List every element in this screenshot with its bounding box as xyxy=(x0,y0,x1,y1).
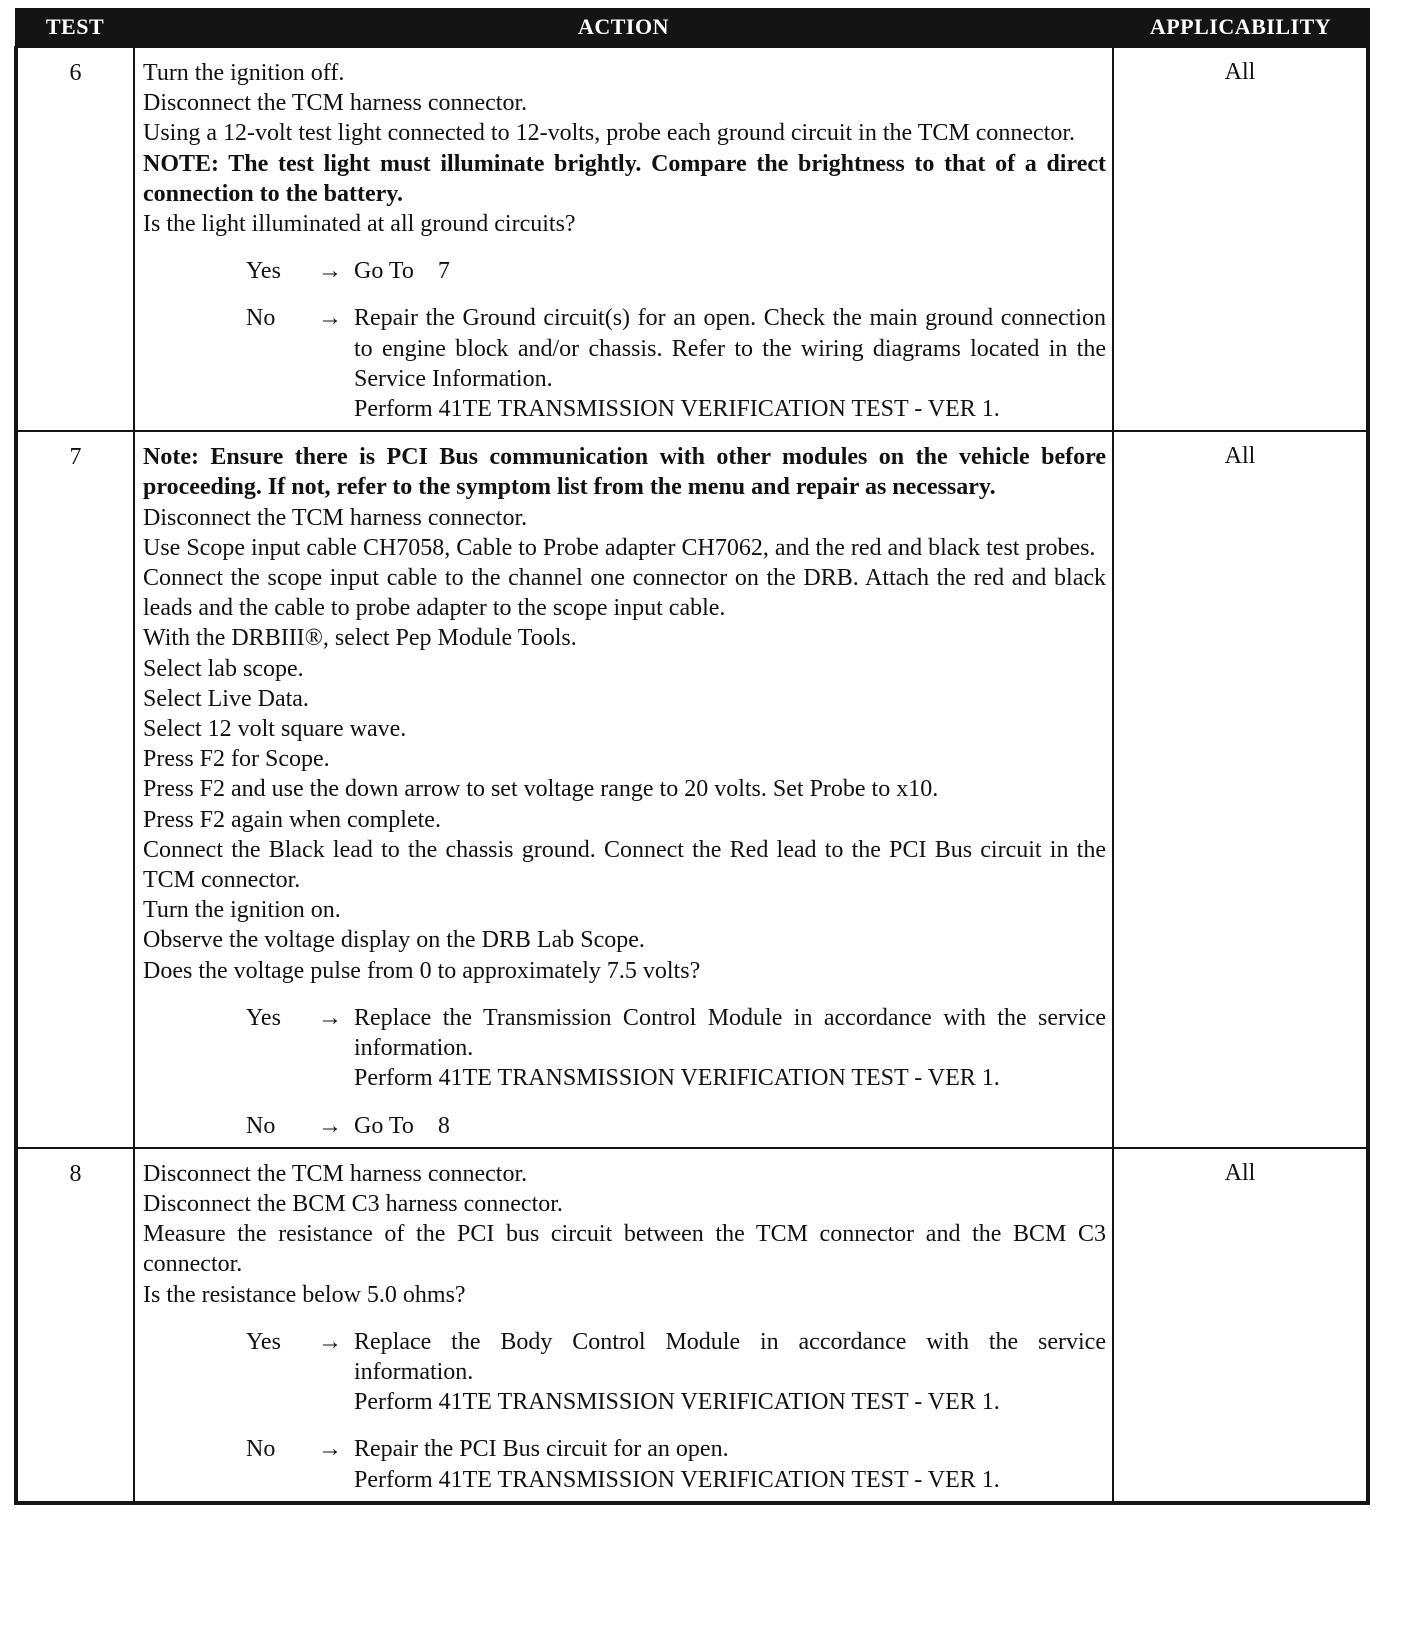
response-line: Repair the PCI Bus circuit for an open. xyxy=(354,1436,729,1463)
test-number: 8 xyxy=(16,1148,134,1503)
no-body xyxy=(354,303,1106,424)
action-question: Is the resistance below 5.0 ohms? xyxy=(143,1281,466,1308)
test-number: 7 xyxy=(16,431,134,1147)
no-label: No xyxy=(246,1436,276,1463)
arrow-icon: → xyxy=(318,1004,342,1031)
yes-label: Yes xyxy=(246,1004,281,1031)
response-line: Perform 41TE TRANSMISSION VERIFICATION TEST - VER 1. xyxy=(354,396,1000,423)
response-line: Replace the Transmission Control Module in accordance with the service information. xyxy=(354,1004,1106,1062)
action-line: Press F2 and use the down arrow to set voltage range to 20 volts. Set Probe to x10. xyxy=(143,776,939,803)
arrow-icon: → xyxy=(318,1436,342,1463)
yes-body xyxy=(354,256,1106,286)
action-line: Disconnect the TCM harness connector. xyxy=(143,1160,528,1187)
action-line: Connect the scope input cable to the channel one connector on the DRB. Attach the red and black leads and the cable to probe adapter to the scope input cable. xyxy=(143,565,1106,622)
yes-body xyxy=(354,1327,1106,1418)
yes-response xyxy=(143,1003,1106,1094)
test-row-8 xyxy=(16,1148,1368,1503)
arrow-icon: → xyxy=(318,1112,342,1139)
header-test: TEST xyxy=(16,8,134,47)
response-line: Repair the Ground circuit(s) for an open. Check the main ground connection to engine block and/or chassis. Refer to the wiring diagrams located in the Service Information. xyxy=(354,305,1106,392)
action-line: Use Scope input cable CH7058, Cable to Probe adapter CH7062, and the red and black test probes. xyxy=(143,534,1096,561)
diagnostic-test-document xyxy=(14,8,1370,1505)
action-line: Press F2 again when complete. xyxy=(143,806,441,833)
arrow-icon: → xyxy=(318,305,342,332)
response-line: Perform 41TE TRANSMISSION VERIFICATION TEST - VER 1. xyxy=(354,1389,1000,1416)
action-line: With the DRBIII®, select Pep Module Tools. xyxy=(143,625,577,652)
table-header-row xyxy=(16,8,1368,47)
action-line: Turn the ignition on. xyxy=(143,897,341,924)
action-line: Select 12 volt square wave. xyxy=(143,716,407,743)
test-row-7 xyxy=(16,431,1368,1147)
action-line: Disconnect the TCM harness connector. xyxy=(143,90,528,117)
action-line: Select Live Data. xyxy=(143,685,309,712)
header-action: ACTION xyxy=(134,8,1113,47)
action-line: Connect the Black lead to the chassis ground. Connect the Red lead to the PCI Bus circuit in the TCM connector. xyxy=(143,836,1106,894)
yes-label: Yes xyxy=(246,1328,281,1355)
no-label: No xyxy=(246,1112,276,1139)
response-line: Replace the Body Control Module in accordance with the service information. xyxy=(354,1328,1106,1385)
action-cell xyxy=(134,1148,1113,1503)
response-line: Go To 8 xyxy=(354,1112,450,1139)
no-label: No xyxy=(246,305,276,332)
test-number: 6 xyxy=(16,47,134,431)
header-applicability: APPLICABILITY xyxy=(1113,8,1368,47)
action-cell xyxy=(134,47,1113,431)
diagnostic-test-table xyxy=(14,8,1370,1505)
applicability-value: All xyxy=(1113,431,1368,1147)
action-question: Does the voltage pulse from 0 to approximately 7.5 volts? xyxy=(143,957,701,984)
applicability-value: All xyxy=(1113,47,1368,431)
action-line: Turn the ignition off. xyxy=(143,60,345,86)
action-line: Using a 12-volt test light connected to 12-volts, probe each ground circuit in the TCM connector. xyxy=(143,120,1076,147)
action-line: Select lab scope. xyxy=(143,655,304,682)
action-cell xyxy=(134,431,1113,1147)
arrow-icon: → xyxy=(318,258,342,285)
action-note: Note: Ensure there is PCI Bus communication with other modules on the vehicle before proceeding. If not, refer to the symptom list from the menu and repair as necessary. xyxy=(143,444,1106,501)
response-line: Perform 41TE TRANSMISSION VERIFICATION TEST - VER 1. xyxy=(354,1466,1000,1493)
applicability-value: All xyxy=(1113,1148,1368,1503)
action-question: Is the light illuminated at all ground circuits? xyxy=(143,211,576,238)
no-response xyxy=(143,303,1106,424)
no-response xyxy=(143,1111,1106,1141)
action-note: NOTE: The test light must illuminate brightly. Compare the brightness to that of a direct connection to the battery. xyxy=(143,150,1106,207)
no-body xyxy=(354,1111,1106,1141)
yes-response xyxy=(143,256,1106,286)
yes-body xyxy=(354,1003,1106,1094)
arrow-icon: → xyxy=(318,1328,342,1355)
action-line: Disconnect the BCM C3 harness connector. xyxy=(143,1190,563,1217)
no-body xyxy=(354,1434,1106,1494)
no-response xyxy=(143,1434,1106,1494)
action-line: Press F2 for Scope. xyxy=(143,746,330,773)
test-row-6 xyxy=(16,47,1368,431)
response-line: Go To 7 xyxy=(354,258,450,285)
response-line: Perform 41TE TRANSMISSION VERIFICATION TEST - VER 1. xyxy=(354,1065,1000,1092)
action-line: Disconnect the TCM harness connector. xyxy=(143,504,528,531)
action-line: Observe the voltage display on the DRB Lab Scope. xyxy=(143,927,645,954)
yes-label: Yes xyxy=(246,258,281,285)
action-line: Measure the resistance of the PCI bus circuit between the TCM connector and the BCM C3 connector. xyxy=(143,1221,1106,1278)
yes-response xyxy=(143,1327,1106,1418)
